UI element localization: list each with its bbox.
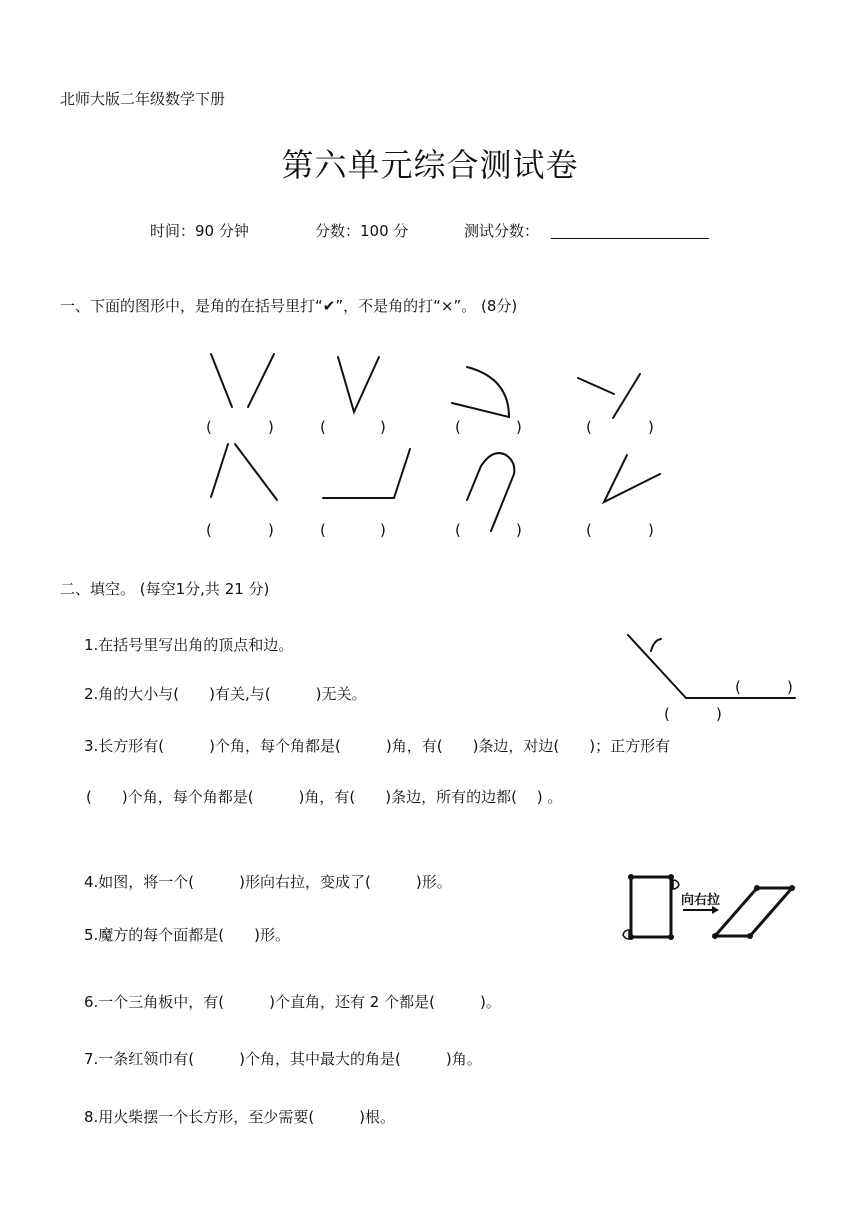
question-6: 6.一个三角板中，有( )个直角，还有 2 个都是( )。 [84, 993, 501, 1011]
section2-heading: 二、填空。 (每空1分,共 21 分) [60, 580, 270, 598]
fig3-paren-right: ) [516, 418, 522, 436]
question-2: 2.角的大小与( )有关,与( )无关。 [84, 685, 367, 703]
question-4: 4.如图，将一个( )形向右拉，变成了( )形。 [84, 873, 452, 891]
question-5: 5.魔方的每个面都是( )形。 [84, 926, 291, 944]
q1-vertex-paren-left[interactable]: ( [664, 705, 670, 723]
q1-side-paren-left[interactable]: ( [735, 678, 741, 696]
fig6-paren-right: ) [380, 521, 386, 539]
page-title: 第六单元综合测试卷 [281, 146, 579, 184]
test-score-label: 测试分数： [464, 222, 540, 240]
fig8-paren-left[interactable]: ( [586, 521, 592, 539]
score-label: 分数：100 分 [315, 222, 409, 240]
question-7: 7.一条红领巾有( )个角，其中最大的角是( )角。 [84, 1050, 482, 1068]
fig4-paren-left[interactable]: ( [586, 418, 592, 436]
fig7-paren-right: ) [516, 521, 522, 539]
grade-label: 北师大版二年级数学下册 [60, 90, 226, 108]
fig1-paren-right: ) [268, 418, 274, 436]
fig2-paren-right: ) [380, 418, 386, 436]
q1-side-paren-right: ) [787, 678, 793, 696]
fig2-paren-left[interactable]: ( [320, 418, 326, 436]
fig6-paren-left[interactable]: ( [320, 521, 326, 539]
fig5-paren-right: ) [268, 521, 274, 539]
question-3-line2: ( )个角，每个角都是( )角，有( )条边，所有的边都( ) 。 [86, 788, 563, 806]
q1-vertex-paren-right: ) [716, 705, 722, 723]
time-label: 时间：90 分钟 [150, 222, 249, 240]
question-3-line1: 3.长方形有( )个角，每个角都是( )角，有( )条边，对边( )；正方形有 [84, 737, 671, 755]
fig4-paren-right: ) [648, 418, 654, 436]
fig5-paren-left[interactable]: ( [206, 521, 212, 539]
fig7-paren-left[interactable]: ( [455, 521, 461, 539]
q4-pull-label: 向右拉 [681, 893, 721, 908]
fig8-paren-right: ) [648, 521, 654, 539]
fig1-paren-left[interactable]: ( [206, 418, 212, 436]
section1-heading: 一、下面的图形中，是角的在括号里打“✔”，不是角的打“×”。 (8分) [60, 297, 518, 315]
question-8: 8.用火柴摆一个长方形，至少需要( )根。 [84, 1108, 396, 1126]
question-1: 1.在括号里写出角的顶点和边。 [84, 636, 294, 654]
fig3-paren-left[interactable]: ( [455, 418, 461, 436]
